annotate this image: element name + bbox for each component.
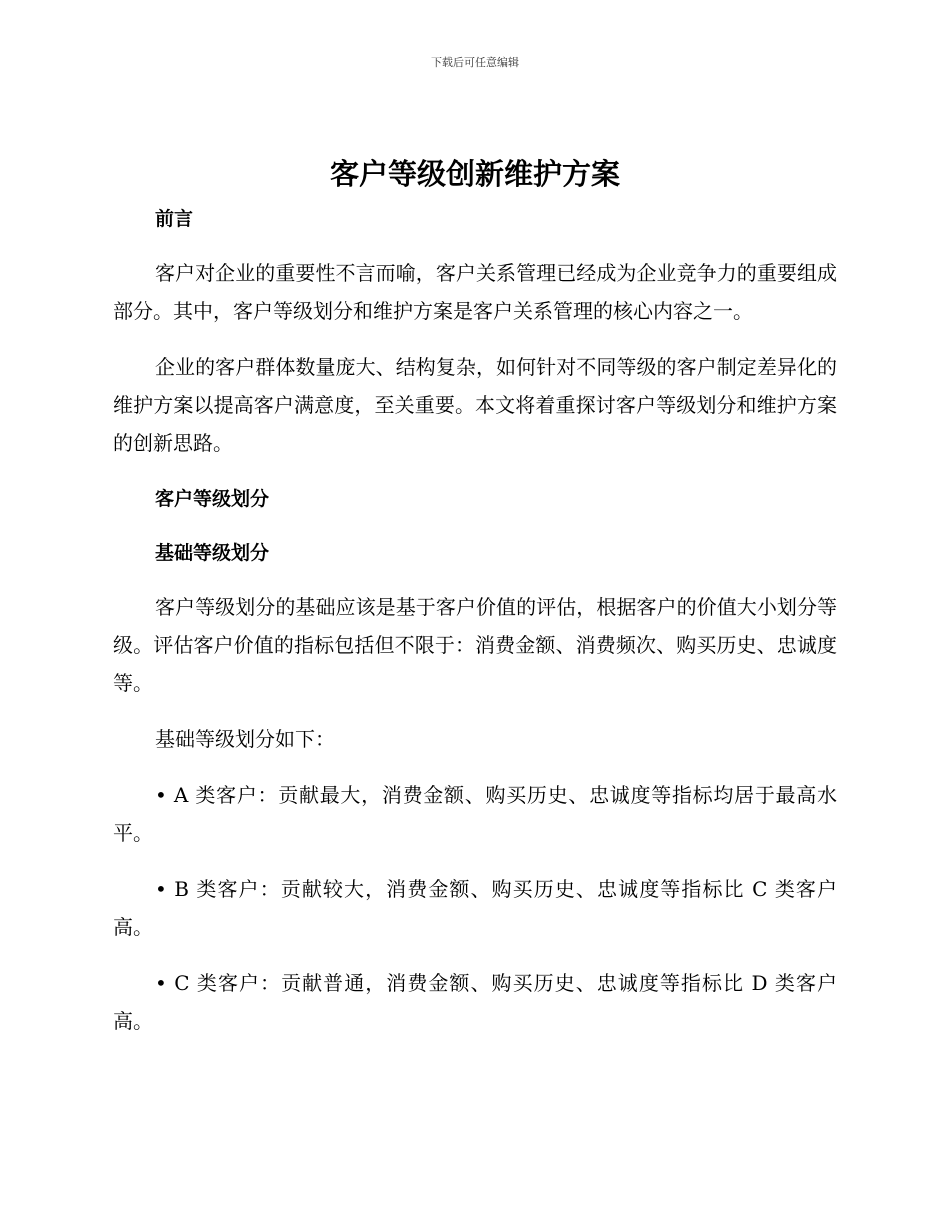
heading-basic-grading: 基础等级划分 bbox=[155, 542, 270, 564]
heading-customer-grading: 客户等级划分 bbox=[155, 488, 270, 510]
paragraph-basic-grading-1: 客户等级划分的基础应该是基于客户价值的评估，根据客户的价值大小划分等级。评估客户价值的指标包括但不限于：消费金额、消费频次、购买历史、忠诚度等。 bbox=[113, 595, 837, 695]
paragraph-preface-2: 企业的客户群体数量庞大、结构复杂，如何针对不同等级的客户制定差异化的维护方案以提高客户满意度，至关重要。本文将着重探讨客户等级划分和维护方案的创新思路。 bbox=[113, 355, 837, 455]
document-title: 客户等级创新维护方案 bbox=[329, 157, 620, 191]
list-item-c-class: • C 类客户：贡献普通，消费金额、购买历史、忠诚度等指标比 D 类客户高。 bbox=[113, 971, 837, 1033]
heading-preface: 前言 bbox=[155, 208, 194, 230]
document-body bbox=[113, 150, 837, 1058]
page-header-note: 下载后可任意编辑 bbox=[431, 56, 519, 69]
paragraph-basic-grading-2: 基础等级划分如下： bbox=[155, 727, 335, 751]
list-item-b-class: • B 类客户：贡献较大，消费金额、购买历史、忠诚度等指标比 C 类客户高。 bbox=[113, 877, 837, 939]
list-item-a-class: • A 类客户：贡献最大，消费金额、购买历史、忠诚度等指标均居于最高水平。 bbox=[113, 783, 837, 845]
paragraph-preface-1: 客户对企业的重要性不言而喻，客户关系管理已经成为企业竞争力的重要组成部分。其中，客户等级划分和维护方案是客户关系管理的核心内容之一。 bbox=[113, 261, 837, 323]
